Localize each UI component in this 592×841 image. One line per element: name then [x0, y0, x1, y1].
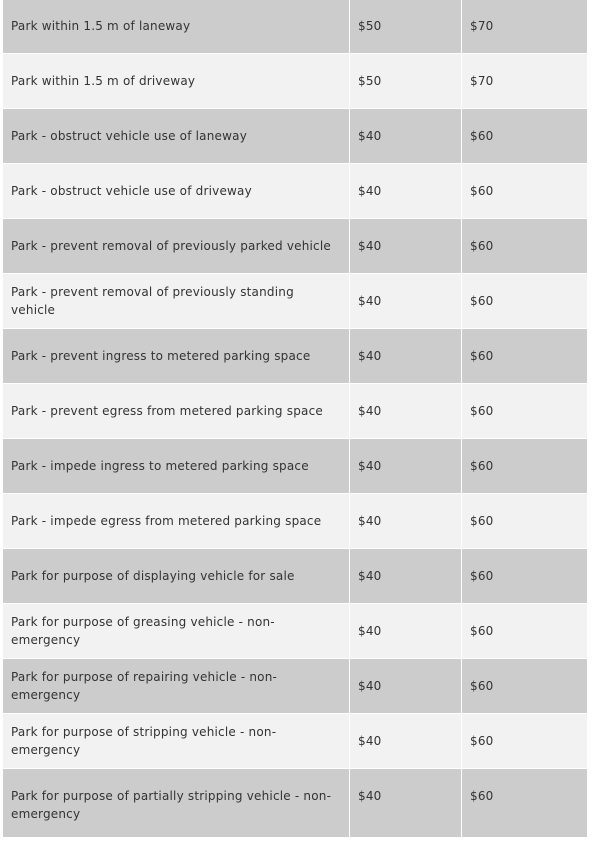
- fine-cell: $40: [350, 714, 462, 769]
- table-row: [3, 0, 588, 54]
- offence-cell: Park - prevent removal of previously parked vehicle: [3, 219, 350, 274]
- offence-cell: Park - obstruct vehicle use of laneway: [3, 109, 350, 164]
- offence-cell: Park within 1.5 m of laneway: [3, 0, 350, 54]
- offence-cell: Park for purpose of greasing vehicle - non- emergency: [3, 604, 350, 659]
- offence-cell: Park - obstruct vehicle use of driveway: [3, 164, 350, 219]
- fine-cell: $40: [350, 549, 462, 604]
- fine-cell: $60: [462, 439, 588, 494]
- table-row: [3, 109, 588, 164]
- fine-cell: $60: [462, 769, 588, 838]
- table-row: [3, 329, 588, 384]
- table-row: [3, 219, 588, 274]
- offence-cell: Park within 1.5 m of driveway: [3, 54, 350, 109]
- fine-cell: $60: [462, 604, 588, 659]
- table-row: [3, 659, 588, 714]
- offence-cell: Park - prevent ingress to metered parking space: [3, 329, 350, 384]
- fine-cell: $60: [462, 494, 588, 549]
- fine-cell: $40: [350, 164, 462, 219]
- table-row: [3, 769, 588, 838]
- fine-cell: $40: [350, 659, 462, 714]
- fine-cell: $50: [350, 0, 462, 54]
- fine-cell: $60: [462, 714, 588, 769]
- table-row: [3, 714, 588, 769]
- offence-cell: Park for purpose of repairing vehicle - non-emergency: [3, 659, 350, 714]
- fine-cell: $60: [462, 219, 588, 274]
- offence-cell: Park - impede ingress to metered parking space: [3, 439, 350, 494]
- table-row: [3, 604, 588, 659]
- offence-cell: Park for purpose of stripping vehicle - non- emergency: [3, 714, 350, 769]
- fine-cell: $50: [350, 54, 462, 109]
- table-row: [3, 439, 588, 494]
- fine-cell: $60: [462, 329, 588, 384]
- fines-table: [2, 0, 588, 838]
- fine-cell: $70: [462, 54, 588, 109]
- fine-cell: $40: [350, 329, 462, 384]
- fines-table-container: [2, 0, 587, 838]
- offence-cell: Park - impede egress from metered parking space: [3, 494, 350, 549]
- fine-cell: $70: [462, 0, 588, 54]
- fine-cell: $60: [462, 659, 588, 714]
- fine-cell: $40: [350, 494, 462, 549]
- fine-cell: $60: [462, 549, 588, 604]
- fine-cell: $40: [350, 769, 462, 838]
- offence-cell: Park for purpose of displaying vehicle for sale: [3, 549, 350, 604]
- fine-cell: $40: [350, 604, 462, 659]
- fine-cell: $60: [462, 384, 588, 439]
- offence-cell: Park - prevent egress from metered parking space: [3, 384, 350, 439]
- table-row: [3, 494, 588, 549]
- table-row: [3, 549, 588, 604]
- fine-cell: $60: [462, 164, 588, 219]
- fine-cell: $60: [462, 109, 588, 164]
- fine-cell: $40: [350, 109, 462, 164]
- fine-cell: $60: [462, 274, 588, 329]
- fine-cell: $40: [350, 439, 462, 494]
- table-row: [3, 274, 588, 329]
- fine-cell: $40: [350, 219, 462, 274]
- fine-cell: $40: [350, 274, 462, 329]
- table-row: [3, 54, 588, 109]
- table-row: [3, 384, 588, 439]
- fine-cell: $40: [350, 384, 462, 439]
- offence-cell: Park - prevent removal of previously standing vehicle: [3, 274, 350, 329]
- table-row: [3, 164, 588, 219]
- offence-cell: Park for purpose of partially stripping vehicle - non-emergency: [3, 769, 350, 838]
